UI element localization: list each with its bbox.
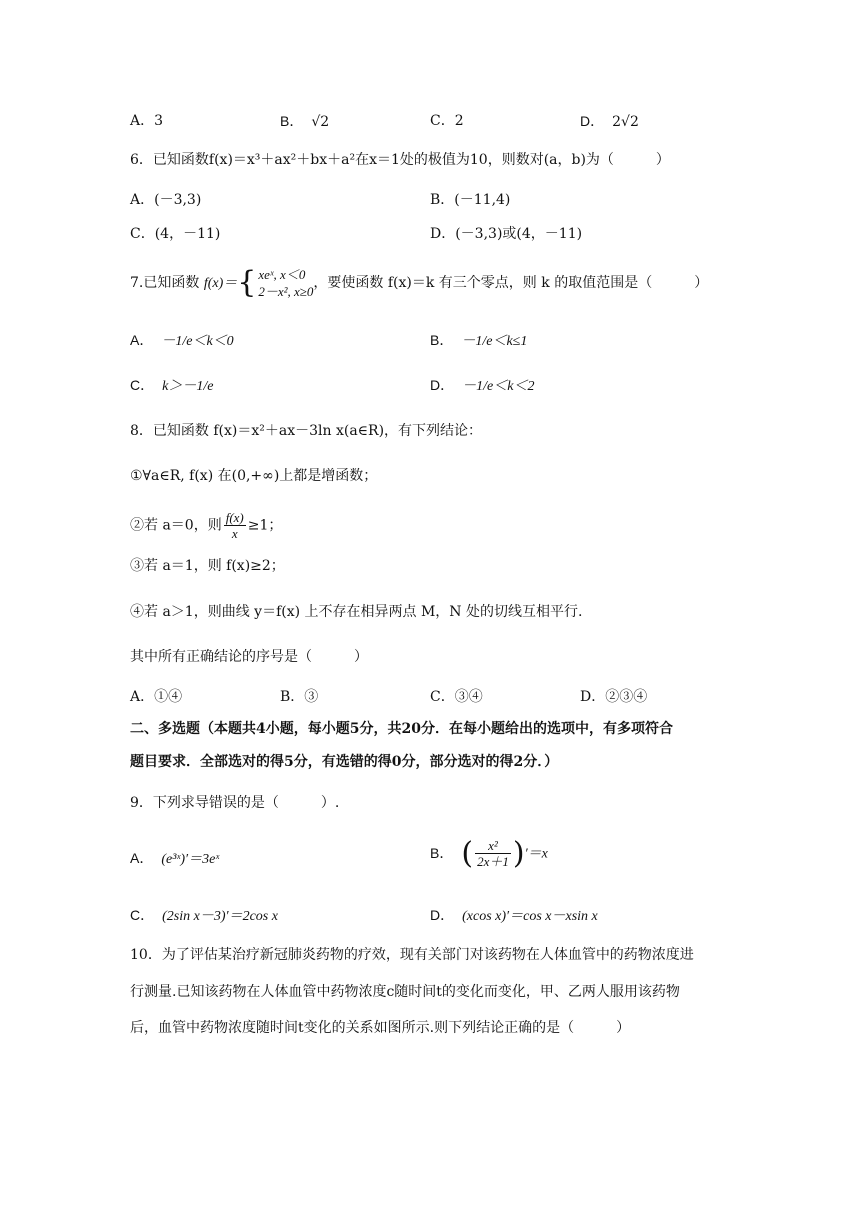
q8-statement-1: ①∀a∈R, f(x) 在(0,+∞)上都是增函数；: [130, 468, 378, 484]
q8-statement-3: ③若 a＝1，则 f(x)≥2；: [130, 558, 285, 574]
q9-option-c: C． (2sin x－3)′＝2cos x: [130, 907, 278, 924]
q8-option-d: D．②③④: [580, 689, 648, 705]
q5-option-c: C．2: [430, 113, 464, 129]
q6-option-c: C．(4，－11): [130, 226, 221, 242]
q9-stem: 9．下列求导错误的是（ ）.: [130, 795, 340, 811]
q9-option-b: B． ( $\frac{\text{x²}}{2x+1}$ )′＝x: [430, 835, 548, 871]
q8-stem: 8．已知函数 f(x)＝x²＋ax－3ln x(a∈R)，有下列结论：: [130, 423, 483, 439]
q8-statement-4: ④若 a＞1，则曲线 y＝f(x) 上不存在相异两点 M，N 处的切线互相平行.: [130, 604, 583, 620]
section-2-heading-line-1: 二、多选题（本题共4小题，每小题5分，共20分．在每小题给出的选项中，有多项符合: [130, 721, 673, 737]
q8-option-a: A．①④: [130, 689, 183, 705]
q5-option-a: A．3: [130, 113, 164, 129]
q5-option-d: D． 2√2: [580, 113, 639, 130]
q8-question: 其中所有正确结论的序号是（ ）: [130, 649, 368, 665]
q6-option-a: A．(－3,3): [130, 192, 202, 208]
q5-option-b: B． √2: [280, 113, 330, 130]
q7-stem: 7.已知函数 f(x)＝{ xeˣ, x＜0 2－x², x≥0 ，要使函数 f(x)＝k 有三个零点，则 k 的取值范围是（ ）: [130, 265, 709, 300]
q7-option-a: A． －1/e＜k＜0: [130, 332, 234, 349]
q10-stem-line-1: 10．为了评估某治疗新冠肺炎药物的疗效，现有关部门对该药物在人体血管中的药物浓度进: [130, 947, 694, 963]
q8-option-b: B．③: [280, 689, 319, 705]
q6-stem: 6．已知函数f(x)＝x³＋ax²＋bx＋a²在x＝1处的极值为10，则数对(a，b)为（ ）: [130, 152, 670, 168]
q8-statement-2: ②若 a＝0，则 $\frac{f(x)}{x}$ ≥1；: [130, 510, 283, 541]
q7-option-d: D． －1/e＜k＜2: [430, 377, 535, 394]
section-2-heading-line-2: 题目要求．全部选对的得5分，有选错的得0分，部分选对的得2分．）: [130, 754, 559, 770]
q9-option-a: A． (e³ˣ)′＝3eˣ: [130, 850, 220, 867]
q6-option-d: D．(－3,3)或(4，－11): [430, 226, 583, 242]
q10-stem-line-2: 行测量.已知该药物在人体血管中药物浓度c随时间t的变化而变化，甲、乙两人服用该药物: [130, 984, 680, 1000]
q7-option-c: C． k＞－1/e: [130, 377, 214, 394]
q6-option-b: B．(－11,4): [430, 192, 511, 208]
q8-option-c: C．③④: [430, 689, 483, 705]
q7-option-b: B． －1/e＜k≤1: [430, 332, 528, 349]
q9-option-d: D． (xcos x)′＝cos x－xsin x: [430, 907, 598, 924]
q10-stem-line-3: 后，血管中药物浓度随时间t变化的关系如图所示.则下列结论正确的是（ ）: [130, 1020, 631, 1036]
